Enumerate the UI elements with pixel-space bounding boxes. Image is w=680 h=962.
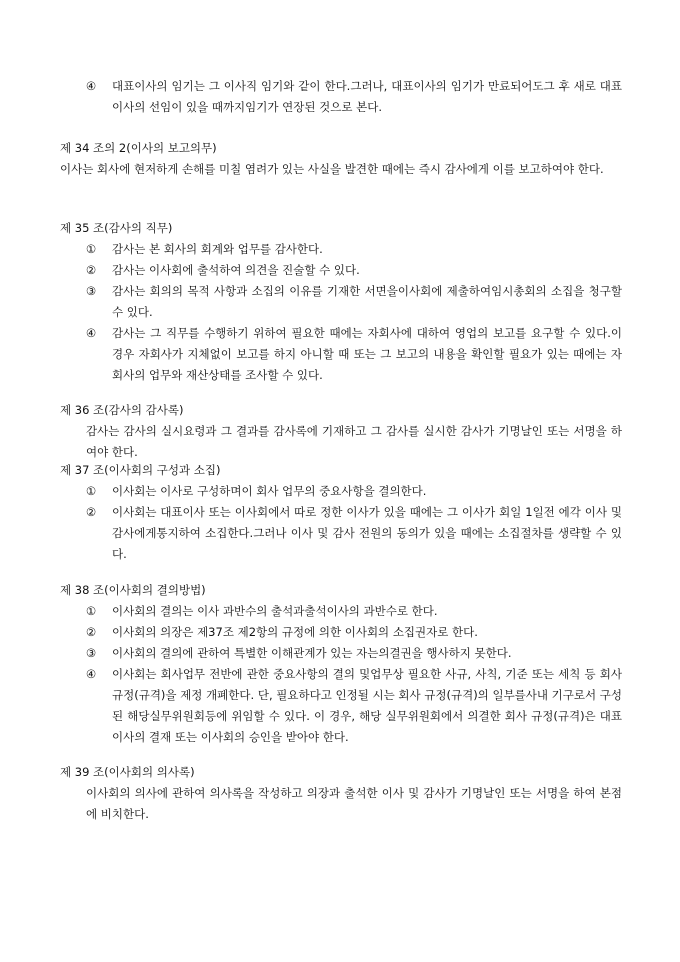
item-number: ④: [85, 79, 97, 93]
article-heading: 제 37 조(이사회의 구성과 소집): [60, 463, 221, 477]
list-item: [60, 281, 622, 323]
item-number: ②: [85, 625, 97, 639]
item-text: 감사는 회의의 목적 사항과 소집의 이유를 기재한 서면을이사회에 제출하여임시총회의 소집을 청구할 수 있다.: [112, 284, 622, 319]
item-number: ③: [85, 646, 97, 660]
item-text: 대표이사의 임기는 그 이사직 임기와 같이 한다.그러나, 대표이사의 임기가 만료되어도그 후 새로 대표이사의 선임이 있을 때까지임기가 연장된 것으로 본다.: [112, 79, 622, 114]
item-text: 이사회는 대표이사 또는 이사회에서 따로 정한 이사가 있을 때에는 그 이사가 회일 1일전 에각 이사 및 감사에게통지하여 소집한다.그러나 이사 및 감사 전원의 동의가 있을 때에는 소집절차를 생략할 수 있다.: [112, 505, 622, 561]
article-34-item-4: [60, 76, 622, 118]
article-36: [60, 400, 622, 463]
item-text: 이사회의 결의에 관하여 특별한 이해관계가 있는 자는의결권을 행사하지 못한다.: [112, 646, 512, 660]
list-item: [60, 502, 622, 565]
list-item: [60, 260, 622, 281]
list-item: [60, 481, 622, 502]
item-number: ④: [85, 326, 97, 340]
list-item: [60, 622, 622, 643]
article-heading: 제 36 조(감사의 감사록): [60, 403, 184, 417]
item-number: ④: [85, 667, 97, 681]
article-37: [60, 460, 622, 565]
item-text: 이사회는 이사로 구성하며이 회사 업무의 중요사항을 결의한다.: [112, 484, 427, 498]
article-heading: 제 35 조(감사의 직무): [60, 221, 173, 235]
item-text: 감사는 그 직무를 수행하기 위하여 필요한 때에는 자회사에 대하여 영업의 보고를 요구할 수 있다.이 경우 자회사가 지체없이 보고를 하지 아니할 때 또는 그 보고의 내용을 확인할 필요가 있는 때에는 자회사의 업무와 재산상태를 조사할 수 있다.: [112, 326, 622, 382]
item-text: 이사회는 회사업무 전반에 관한 중요사항의 결의 및업무상 필요한 사규, 사칙, 기준 또는 세칙 등 회사규정(규격)을 제정 개폐한다. 단, 필요하다고 인정될 시는 회사 규정(규격)의 일부를사내 기구로서 구성 된 해당실무위원회등에 위임할 수 있다. 이 경우, 해당 실무위원회에서 의결한 회사 규정(규격)은 대표이사의 결재 또는 이사회의 승인을 받아야 한다.: [112, 667, 623, 744]
article-heading: 제 34 조의 2(이사의 보고의무): [60, 141, 217, 155]
article-body: 이사는 회사에 현저하게 손해를 미칠 염려가 있는 사실을 발견한 때에는 즉시 감사에게 이를 보고하여야 한다.: [60, 162, 604, 176]
item-text: 이사회의 의장은 제37조 제2항의 규정에 의한 이사회의 소집권자로 한다.: [112, 625, 478, 639]
item-number: ②: [85, 263, 97, 277]
article-39: [60, 762, 622, 825]
item-number: ①: [85, 484, 97, 498]
list-item: [60, 76, 622, 118]
item-text: 감사는 이사회에 출석하여 의견을 진술할 수 있다.: [112, 263, 360, 277]
article-heading: 제 39 조(이사회의 의사록): [60, 765, 195, 779]
article-34-2: [60, 138, 622, 180]
article-body: 감사는 감사의 실시요령과 그 결과를 감사록에 기재하고 그 감사를 실시한 감사가 기명날인 또는 서명을 하여야 한다.: [86, 424, 622, 459]
list-item: [60, 323, 622, 386]
item-number: ②: [85, 505, 97, 519]
list-item: [60, 239, 622, 260]
article-38: [60, 580, 622, 748]
item-text: 감사는 본 회사의 회계와 업무를 감사한다.: [112, 242, 323, 256]
item-number: ①: [85, 604, 97, 618]
item-number: ①: [85, 242, 97, 256]
list-item: [60, 664, 622, 748]
list-item: [60, 601, 622, 622]
item-text: 이사회의 결의는 이사 과반수의 출석과출석이사의 과반수로 한다.: [112, 604, 438, 618]
article-body: 이사회의 의사에 관하여 의사록을 작성하고 의장과 출석한 이사 및 감사가 기명날인 또는 서명을 하여 본점에 비치한다.: [86, 786, 622, 821]
article-35: [60, 218, 622, 386]
item-number: ③: [85, 284, 97, 298]
list-item: [60, 643, 622, 664]
article-heading: 제 38 조(이사회의 결의방법): [60, 583, 206, 597]
